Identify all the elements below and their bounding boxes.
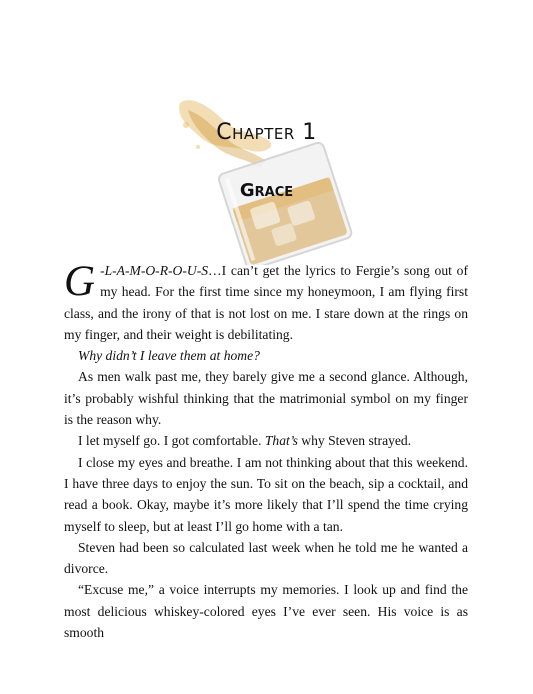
paragraph-text: As men walk past me, they barely give me a second glance. Although, it’s probably wishful thinking that the matrimonial symbol on my finger is the reason why. (64, 369, 468, 428)
paragraph (64, 537, 468, 580)
drop-cap: G (64, 258, 96, 305)
chapter-name: Grace (239, 180, 294, 201)
chapter-title: Chapter 1 (216, 120, 317, 145)
paragraph (64, 579, 468, 643)
italic-thought: Why didn’t I leave them at home? (78, 348, 260, 364)
italic-emphasis: That’s (264, 433, 298, 449)
paragraph (64, 260, 468, 345)
paragraph-text: why Steven strayed. (297, 433, 412, 449)
paragraph-text: I close my eyes and breathe. I am not thinking about that this weekend. I have three days to enjoy the sun. To sit on the beach, sip a cocktail, and read a book. Okay, maybe it’s more likely that I’ll spend the time crying myself to sleep, but at least I’ll go home with a tan. (64, 454, 468, 534)
chapter-header (0, 90, 533, 270)
paragraph-text: I let myself go. I got comfortable. (78, 433, 265, 449)
paragraph (64, 430, 468, 451)
paragraph-text: “Excuse me,” a voice interrupts my memories. I look up and find the most delicious whiskey-colored eyes I’ve ever seen. His voice is as smooth (64, 582, 468, 641)
paragraph (64, 452, 468, 537)
paragraph (64, 366, 468, 430)
italic-lead: -L-A-M-O-R-O-U-S (100, 263, 209, 278)
paragraph-text: …I can’t get the lyrics to Fergie’s song out of my head. For the first time since my honeymoon, I am flying first class, and the irony of that is not lost on me. I stare down at the rings on my finger, and their weight is debilitating. (64, 263, 468, 342)
chapter-body (64, 260, 468, 643)
paragraph (64, 345, 468, 366)
paragraph-text: Steven had been so calculated last week when he told me he wanted a divorce. (64, 539, 468, 577)
